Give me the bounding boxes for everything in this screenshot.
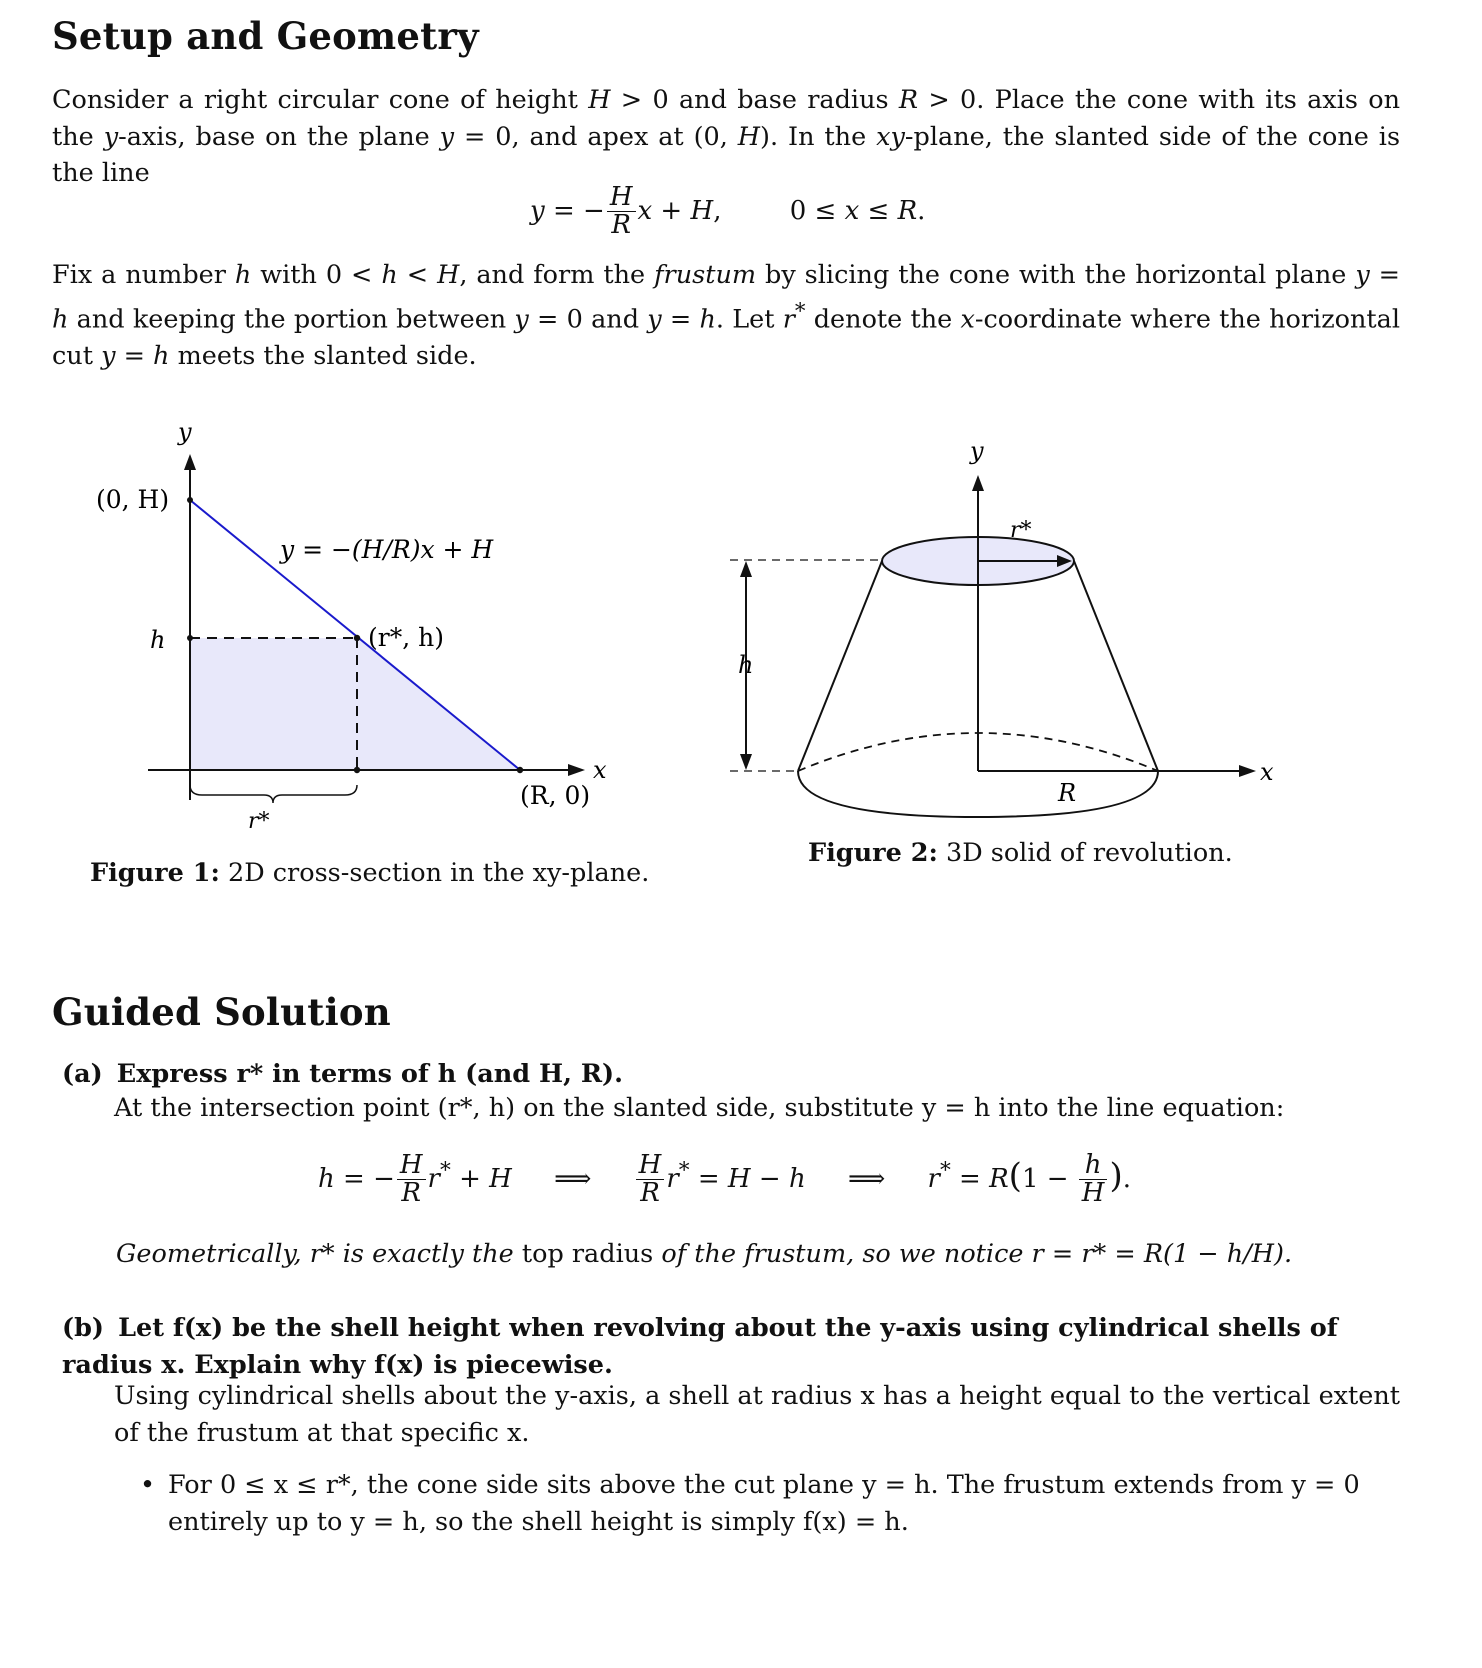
fig2-x-axis-arrow [1239, 765, 1256, 777]
y-axis-arrow [184, 454, 196, 470]
figure-2-caption: Figure 2: 3D solid of revolution. [808, 838, 1233, 868]
figure-2-solid-of-revolution [720, 425, 1420, 845]
line-equation-label: y = −(H/R)x + H [280, 535, 494, 564]
brace-label: r* [248, 809, 270, 834]
height-arrow-up [740, 561, 752, 577]
part-a-heading: (a) Express r* in terms of h (and H, R). [62, 1059, 623, 1089]
bullet-dot: • [140, 1470, 156, 1500]
height-arrow-down [740, 754, 752, 770]
part-b-bullet [140, 1467, 1406, 1540]
part-a-body: At the intersection point (r*, h) on the slanted side, substitute y = h into the line equation: [114, 1093, 1285, 1123]
part-a-equation-chain: h = − $\frac{H}{R}$ r* + H ⟹ $\frac{H}{R}$ r* = H − h ⟹ r* = R(1 − $\frac{h}{H}$ ). [318, 1150, 1132, 1209]
base-radius-label: R [1058, 779, 1077, 807]
frustum-right-side [1074, 561, 1158, 771]
rstar-point [354, 767, 360, 773]
base-label: (R, 0) [520, 781, 591, 810]
height-label: h [738, 651, 754, 679]
section-title-guided-solution: Guided Solution [52, 990, 391, 1034]
intersection-point [354, 635, 360, 641]
base-ellipse-front [798, 771, 1158, 817]
top-radius-label: r* [1010, 518, 1032, 543]
bullet-text: For 0 ≤ x ≤ r*, the cone side sits above the cut plane y = h. The frustum extends from y = 0 entirely up to y = h, so the shell height is simply f(x) = h. [168, 1470, 1360, 1537]
equation-slanted-line: y = − $\frac{H}{R}$ x + H, 0 ≤ x ≤ R. [530, 182, 926, 241]
paragraph-setup: Consider a right circular cone of height H > 0 and base radius R > 0. Place the cone with its axis on the y-axis, base on the plane y = 0, and apex at (0, H). In the xy-plane, the slanted side of the cone is the line [52, 85, 1401, 188]
fig2-x-label: x [1260, 758, 1274, 786]
figure-1-caption: Figure 1: 2D cross-section in the xy-plane. [90, 858, 650, 888]
x-axis-arrow [568, 764, 585, 776]
part-a-note: Geometrically, r* is exactly the top radius of the frustum, so we notice r = r* = R(1 − h/H). [116, 1239, 1293, 1269]
part-b-heading: (b) Let f(x) be the shell height when revolving about the y-axis using cylindrical shells of radius x. Explain why f(x) is piecewise. [62, 1313, 1338, 1380]
fig2-y-axis-arrow [972, 475, 984, 491]
fig1-y-label: y [178, 418, 192, 446]
part-b-body: Using cylindrical shells about the y-axis, a shell at radius x has a height equal to the vertical extent of the frustum at that specific x. [114, 1381, 1401, 1448]
apex-point [187, 497, 193, 503]
h-label: h [150, 626, 166, 654]
intersection-label: (r*, h) [368, 623, 444, 652]
h-point [187, 635, 193, 641]
fig1-x-label: x [593, 756, 607, 784]
frustum-cross-section-region [190, 638, 520, 770]
rstar-brace [190, 785, 357, 803]
apex-label: (0, H) [96, 485, 170, 514]
fig2-y-label: y [970, 437, 984, 465]
base-point [517, 767, 523, 773]
section-title-setup: Setup and Geometry [52, 14, 479, 58]
frustum-left-side [798, 561, 882, 771]
paragraph-frustum: Fix a number h with 0 < h < H, and form the frustum by slicing the cone with the horizontal plane y = h and keeping the portion between y = 0 and y = h. Let r* denote the x-coordinate where the horizontal cut y = h meets the slanted side. [52, 260, 1401, 371]
figure-1-cross-section [80, 410, 640, 890]
